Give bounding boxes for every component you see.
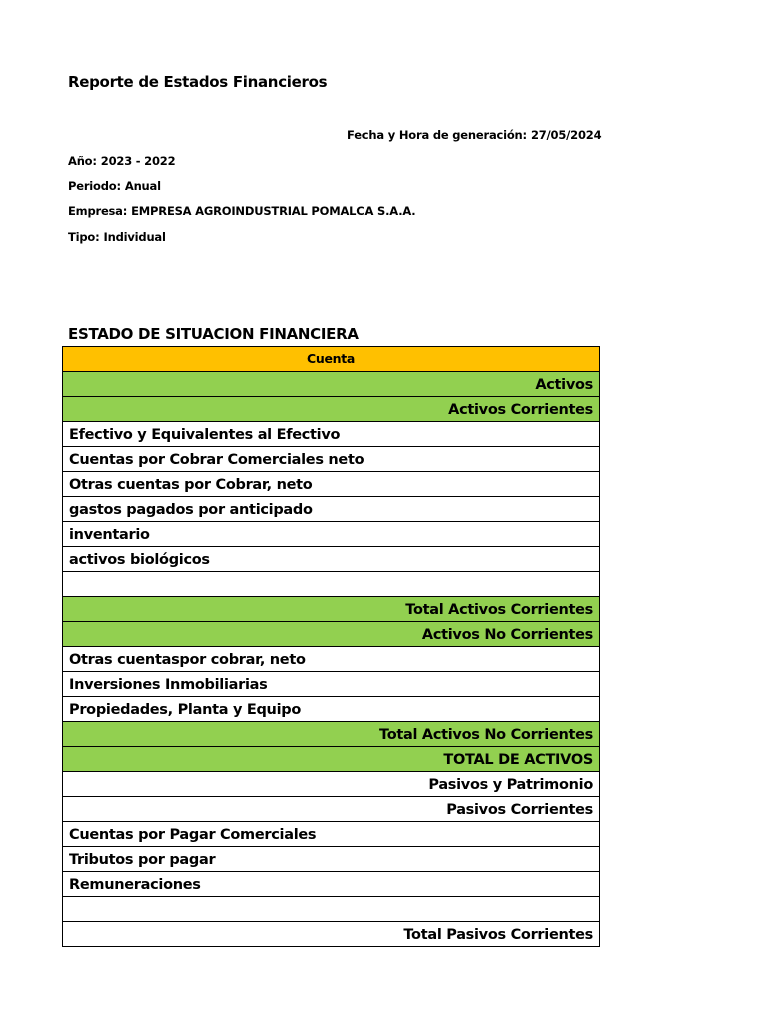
account-cell: Pasivos y Patrimonio xyxy=(63,772,600,797)
account-cell: Propiedades, Planta y Equipo xyxy=(63,697,600,722)
table-row xyxy=(63,872,600,897)
table-row xyxy=(63,822,600,847)
account-cell: Total Activos Corrientes xyxy=(63,597,600,622)
account-cell xyxy=(63,572,600,597)
table-row xyxy=(63,897,600,922)
table-row xyxy=(63,747,600,772)
account-cell: Cuentas por Cobrar Comerciales neto xyxy=(63,447,600,472)
account-cell: Total Activos No Corrientes xyxy=(63,722,600,747)
table-header-row xyxy=(63,347,600,372)
table-row xyxy=(63,722,600,747)
period-value: Anual xyxy=(124,179,161,193)
year-value: 2023 - 2022 xyxy=(100,154,176,168)
generation-date xyxy=(347,128,601,142)
table-row xyxy=(63,647,600,672)
year-field xyxy=(68,154,175,168)
table-row xyxy=(63,572,600,597)
table-row xyxy=(63,397,600,422)
table-row xyxy=(63,372,600,397)
account-cell: TOTAL DE ACTIVOS xyxy=(63,747,600,772)
account-cell: Activos xyxy=(63,372,600,397)
company-label: Empresa: xyxy=(68,204,128,218)
period-label: Periodo: xyxy=(68,179,121,193)
type-value: Individual xyxy=(103,230,166,244)
financial-statement-body xyxy=(63,347,600,947)
table-row xyxy=(63,622,600,647)
table-row xyxy=(63,472,600,497)
account-cell: Inversiones Inmobiliarias xyxy=(63,672,600,697)
account-cell: gastos pagados por anticipado xyxy=(63,497,600,522)
table-row xyxy=(63,772,600,797)
account-cell: Efectivo y Equivalentes al Efectivo xyxy=(63,422,600,447)
company-value: EMPRESA AGROINDUSTRIAL POMALCA S.A.A. xyxy=(131,204,416,218)
table-row xyxy=(63,597,600,622)
table-row xyxy=(63,672,600,697)
account-cell xyxy=(63,897,600,922)
table-row xyxy=(63,497,600,522)
year-label: Año: xyxy=(68,154,97,168)
table-row xyxy=(63,797,600,822)
table-row xyxy=(63,547,600,572)
account-cell: Tributos por pagar xyxy=(63,847,600,872)
account-cell: inventario xyxy=(63,522,600,547)
table-row xyxy=(63,447,600,472)
type-label: Tipo: xyxy=(68,230,100,244)
type-field xyxy=(68,230,166,244)
generation-date-label: Fecha y Hora de generación: xyxy=(347,128,527,142)
account-cell: activos biológicos xyxy=(63,547,600,572)
account-cell: Cuentas por Pagar Comerciales xyxy=(63,822,600,847)
account-cell: Total Pasivos Corrientes xyxy=(63,922,600,947)
company-field xyxy=(68,204,415,218)
account-cell: Pasivos Corrientes xyxy=(63,797,600,822)
period-field xyxy=(68,179,161,193)
table-row xyxy=(63,922,600,947)
report-title: Reporte de Estados Financieros xyxy=(68,73,328,91)
account-cell: Activos Corrientes xyxy=(63,397,600,422)
account-cell: Otras cuentas por Cobrar, neto xyxy=(63,472,600,497)
account-cell: Activos No Corrientes xyxy=(63,622,600,647)
table-row xyxy=(63,422,600,447)
table-row xyxy=(63,522,600,547)
table-row xyxy=(63,847,600,872)
header-cell-cuenta: Cuenta xyxy=(63,347,600,372)
account-cell: Remuneraciones xyxy=(63,872,600,897)
generation-date-value: 27/05/2024 xyxy=(530,128,602,142)
account-cell: Otras cuentaspor cobrar, neto xyxy=(63,647,600,672)
financial-statement-table xyxy=(62,346,600,947)
statement-title: ESTADO DE SITUACION FINANCIERA xyxy=(68,325,359,343)
table-row xyxy=(63,697,600,722)
